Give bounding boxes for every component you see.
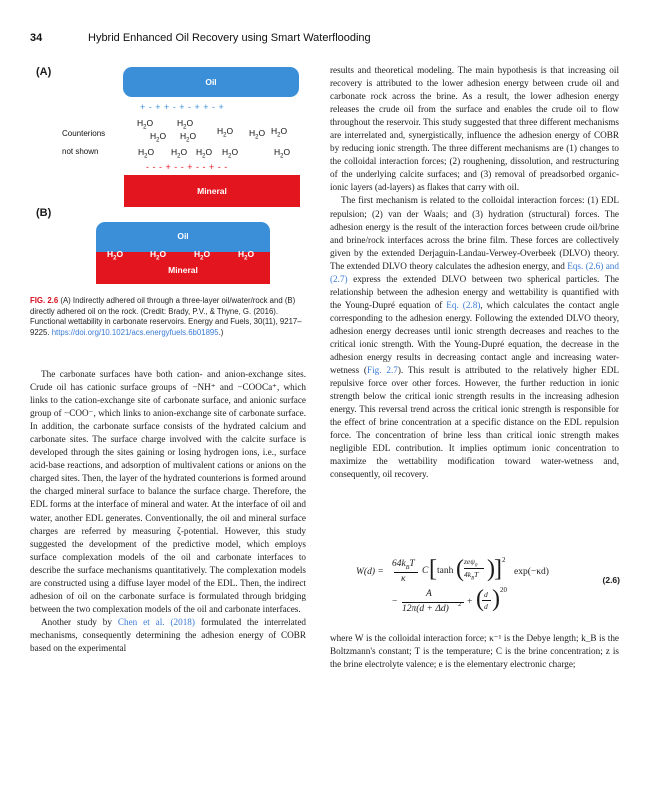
water-molecule: $H_2O$ bbox=[107, 249, 124, 262]
equation-2-6: W(d) = $64k_BT$ κ C [ tanh ( zeψ$_0$ $4k_BT$ ) ] 2 exp(−κd) − A 12π(d + Δd) 2 + ( d d ) 20 (2.6) bbox=[356, 556, 620, 614]
eq-link[interactable]: Eq. (2.8) bbox=[446, 299, 481, 310]
water-molecule: $H_2O$ bbox=[217, 126, 234, 139]
water-molecule: $H_2O$ bbox=[274, 147, 291, 160]
citation-link[interactable]: Chen et al. (2018) bbox=[117, 616, 195, 627]
mineral-label-a: Mineral bbox=[197, 186, 227, 196]
paragraph: Another study by Chen et al. (2018) formulated the interrelated mechanisms, consequently determining the adhesion energy of COBR based on the experimental bbox=[30, 616, 306, 653]
water-molecule: $H_2O$ bbox=[137, 118, 154, 131]
water-molecule: $H_2O$ bbox=[238, 249, 255, 262]
figure-caption: FIG. 2.6 (A) Indirectly adhered oil through a three-layer oil/water/rock and (B) directly adhered oil on the rock. (Credit: Brady, P.V., & Thyne, G. (2016). Functional wettability in carbonate reservoirs. Energy and Fuels, 30(11), 9217–9225. https://doi.org/10.1021/acs.energyfuels.6b01895.) bbox=[30, 296, 302, 337]
panel-a-label: (A) bbox=[36, 66, 52, 78]
water-molecule: $H_2O$ bbox=[138, 147, 155, 160]
oil-layer-a bbox=[123, 67, 299, 97]
paragraph: The first mechanism is related to the colloidal interaction forces: (1) EDL repulsion; (2) van der Waals; and (3) hydration (structural) forces. The adhesion energy is the result of the interaction forces between crude oil/brine and brine/rock interfaces across the brine film. These forces are collectively given by the extended Derjaguin-Landau-Verwey-Overbeek (DLVO) theory. The extended DLVO theory calculates the adhesion energy, and Eqs. (2.6) and (2.7) express the extended DLVO between two spherical particles. The relationship between the adhesion energy and wettability is quantified with the Young-Dupré equation of Eq. (2.8), which calculates the contact angle corresponding to the adhesion energy. Following the extended DLVO theory, adhesion energy decreases until ionic strength decreases and reaches to the critical ionic strength. With the Young-Dupré equation, the decrease in the adhesion energy results in decreasing contact angle and increasing water-wetness (Fig. 2.7). This result is attributed to the relatively higher EDL repulsive force over other forces. However, the further reduction in ionic strength below the critical ionic strength results in the increasing adhesion energy. This reversal trend across the critical ionic strength is responsible for the effect of brine concentration at a specific distance on the EDL repulsion force. The concentration of brine less than critical ionic strength makes negligible EDL contribution. It implies optimum ionic concentration to maximize the wettability modification toward water-wetness and, consequently, oil recovery. bbox=[330, 195, 619, 480]
paragraph: results and theoretical modeling. The main hypothesis is that increasing oil recovery is attributed to the lower adhesion energy between crude oil and carbonate rock across the brine. As a result, the lower adhesion energy releases the crude oil from the surface and enables the crude oil to flow throughout the reservoir. This study suggested that three different mechanisms are interrelated and, synergistically, influence the adhesion energy of COBR by reducing ionic strength. The three different mechanisms are (1) changes to the colloidal interaction forces; (2) roughening, dissolution, and restructuring of the underlying calcite surfaces; and (3) removal of preadsorbed organic-ionic layers (ad-layers) as flakes that carry with oil. bbox=[330, 65, 619, 193]
water-molecule: $H_2O$ bbox=[194, 249, 211, 262]
water-molecule: $H_2O$ bbox=[180, 131, 197, 144]
fig-link[interactable]: Fig. 2.7 bbox=[366, 365, 398, 376]
paragraph: where W is the colloidal interaction force; κ⁻¹ is the Debye length; k_B is the Boltzmann's constant; T is the temperature; C is the brine concentration; z is the brine electrolyte valence; e is the elementary electronic charge; bbox=[330, 633, 619, 670]
panel-b-label: (B) bbox=[36, 207, 52, 219]
water-molecule: $H_2O$ bbox=[271, 126, 288, 139]
equation-number: (2.6) bbox=[602, 575, 620, 585]
water-molecule: $H_2O$ bbox=[150, 249, 167, 262]
water-molecule: $H_2O$ bbox=[196, 147, 213, 160]
water-molecule: $H_2O$ bbox=[171, 147, 188, 160]
water-molecule: $H_2O$ bbox=[150, 131, 167, 144]
oil-label-a: Oil bbox=[205, 77, 217, 87]
water-molecule: $H_2O$ bbox=[249, 128, 266, 141]
oil-label-b: Oil bbox=[177, 231, 189, 241]
oil-surface-charges: + - + + - + - + + - + bbox=[140, 102, 225, 112]
water-molecule: $H_2O$ bbox=[222, 147, 239, 160]
figure-number: FIG. 2.6 bbox=[30, 296, 59, 305]
running-title: Hybrid Enhanced Oil Recovery using Smart Waterflooding bbox=[88, 32, 371, 44]
right-column bbox=[330, 64, 619, 482]
doi-link[interactable]: https://doi.org/10.1021/acs.energyfuels.6b01895 bbox=[51, 327, 219, 337]
not-shown-label: not shown bbox=[62, 147, 99, 156]
eq-link[interactable]: Eqs. (2.6) and (2.7) bbox=[330, 260, 619, 284]
water-molecule: $H_2O$ bbox=[177, 118, 194, 131]
counterions-label: Counterions bbox=[62, 129, 106, 138]
running-header bbox=[30, 32, 618, 50]
mineral-layer-a bbox=[124, 175, 300, 207]
mineral-label-b: Mineral bbox=[168, 265, 198, 275]
left-column bbox=[30, 368, 306, 655]
page-number: 34 bbox=[30, 32, 43, 44]
right-column-tail bbox=[330, 632, 619, 671]
caption-text: (A) Indirectly adhered oil through a three-layer oil/water/rock and (B) directly adhered oil on the rock. (Credit: Brady, P.V., & Thyne, G. (2016). Functional wettability in carbonate reservoirs. Energy and Fuels, 30(11), 9217–9225. bbox=[30, 296, 302, 337]
mineral-surface-charges: - - - + - - + - - + - - bbox=[146, 162, 228, 172]
paragraph: The carbonate surfaces have both cation- and anion-exchange sites. Crude oil has cationic surface groups of −NH⁺ and −COOCa⁺, which links to the cation-exchange site of carbonate surface, and anionic surface group of −COO⁻, which links to anion-exchange site of carbonate surface. In addition, the carbonate surface consists of the hydrated calcium and carbonate sites. The surface charge involved with the calcite surface is developed through the sites gaining or losing hydrogen ions, i.e., surface acid-base reactions, and adsorption of multivalent cations or anions on the charged sites. Then, the layer of the hydrated counterions is formed around the charged mineral surface to balance the surface charge. Therefore, the EDL forms at the interface of mineral and water. At the interface of oil and water, another EDL generates. Conventionally, the oil and mineral surface charges are referred by measuring ζ-potential. However, this study suggested the development of the predictive model, which employs surface complexation models of the oil and carbonate interfaces to describe the surface mechanisms quantitatively. The complexation models are constructed using a diffuse layer model of the EDL. Then, the indirect adhesion of oil on the carbonate surface is formulated through bridging between the two complexation models of the oil and carbonate interfaces. bbox=[30, 369, 306, 614]
